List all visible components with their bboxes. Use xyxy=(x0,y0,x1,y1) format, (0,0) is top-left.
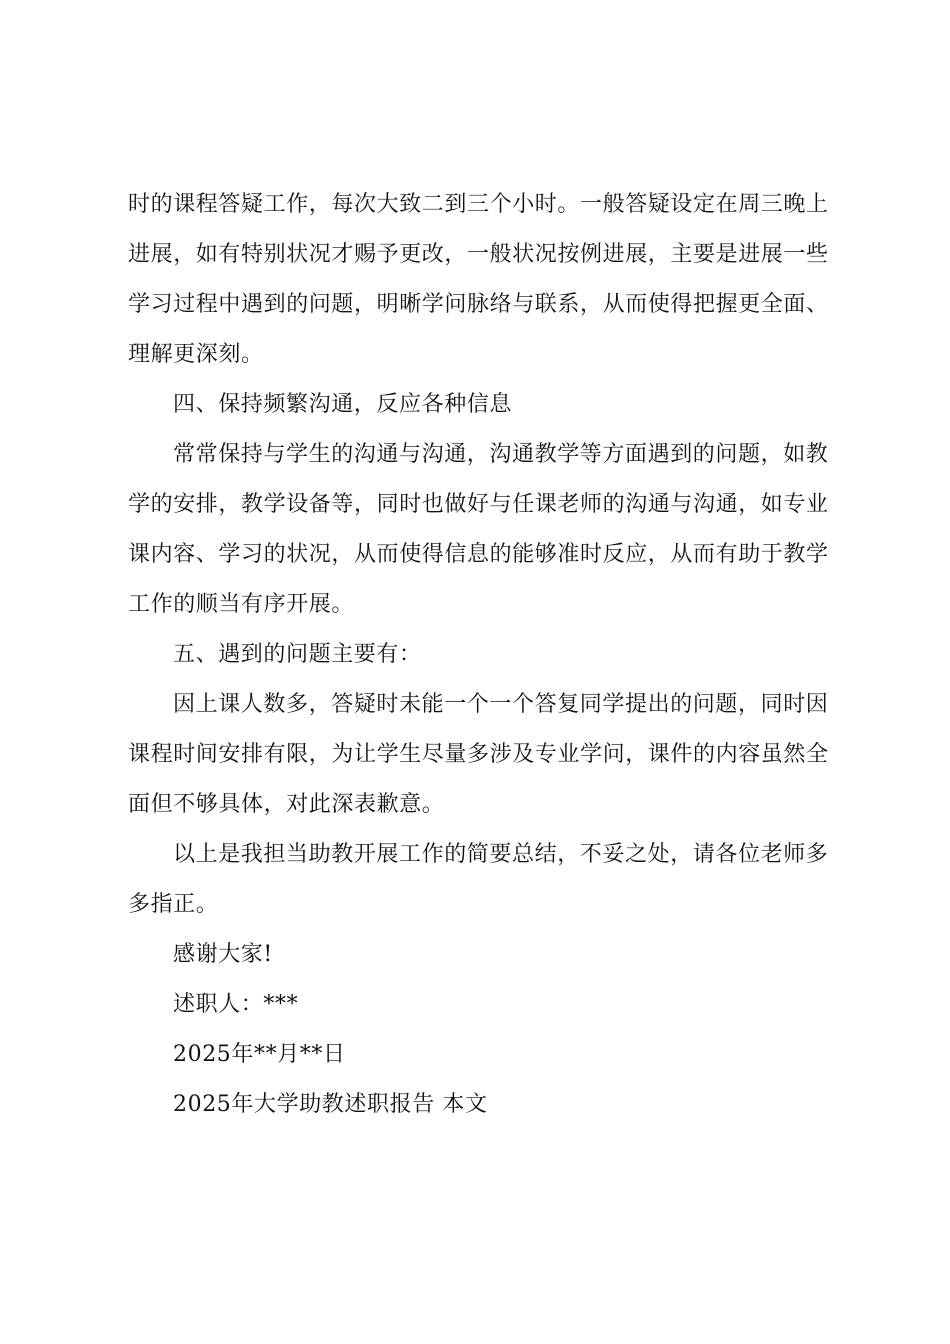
footer-title: 2025年大学助教述职报告 本文 xyxy=(173,1092,488,1117)
paragraph-line: 学的安排，教学设备等，同时也做好与任课老师的沟通与沟通，如专业 xyxy=(128,492,829,517)
section-heading-5: 五、遇到的问题主要有： xyxy=(173,642,422,667)
paragraph-line: 因上课人数多，答疑时未能一个一个答复同学提出的问题，同时因 xyxy=(173,692,829,717)
paragraph-line: 多指正。 xyxy=(128,892,219,917)
reporter-line: 述职人：*** xyxy=(173,992,299,1017)
section-heading-4: 四、保持频繁沟通，反应各种信息 xyxy=(173,392,513,417)
paragraph-line: 课程时间安排有限，为让学生尽量多涉及专业学问，课件的内容虽然全 xyxy=(128,742,829,767)
paragraph-line: 理解更深刻。 xyxy=(128,342,264,367)
paragraph-line: 常常保持与学生的沟通与沟通，沟通教学等方面遇到的问题，如教 xyxy=(173,442,829,467)
paragraph-line: 以上是我担当助教开展工作的简要总结，不妥之处，请各位老师多 xyxy=(173,842,829,867)
paragraph-line: 时的课程答疑工作，每次大致二到三个小时。一般答疑设定在周三晚上 xyxy=(128,192,829,217)
paragraph-line: 学习过程中遇到的问题，明晰学问脉络与联系，从而使得把握更全面、 xyxy=(128,292,829,317)
date-line: 2025年**月**日 xyxy=(173,1042,346,1067)
thanks-line: 感谢大家! xyxy=(173,942,273,967)
paragraph-line: 课内容、学习的状况，从而使得信息的能够准时反应，从而有助于教学 xyxy=(128,542,829,567)
paragraph-line: 进展，如有特别状况才赐予更改，一般状况按例进展，主要是进展一些 xyxy=(128,242,829,267)
paragraph-line: 面但不够具体，对此深表歉意。 xyxy=(128,792,445,817)
paragraph-line: 工作的顺当有序开展。 xyxy=(128,592,355,617)
